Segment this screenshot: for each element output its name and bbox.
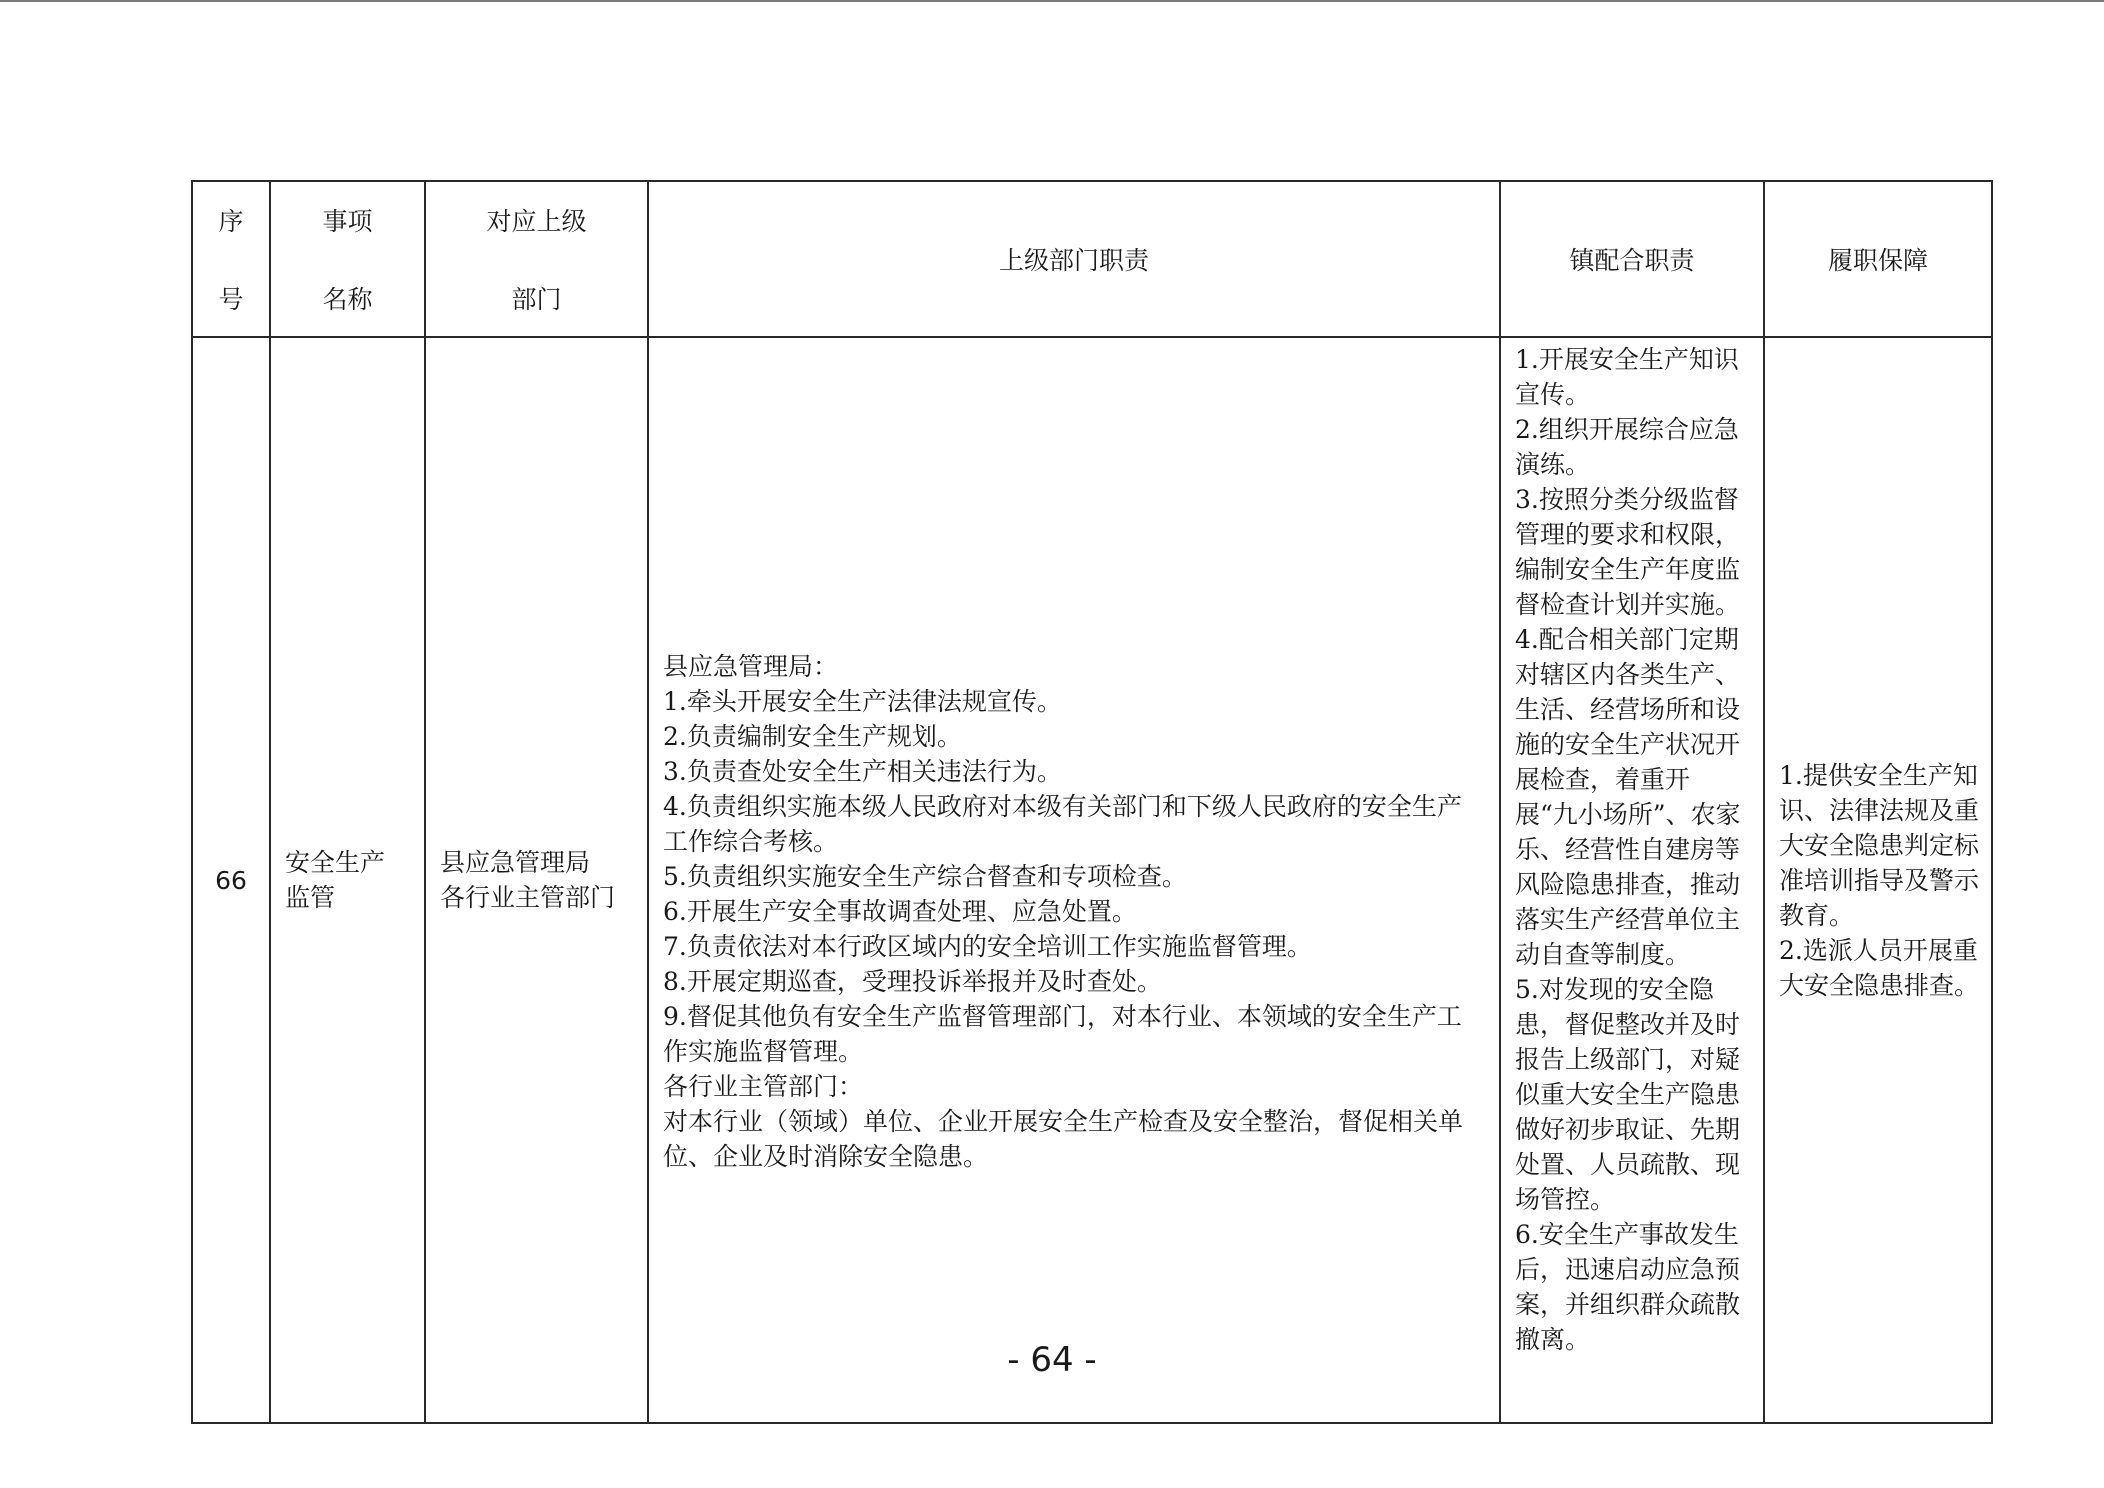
duty-table [191, 180, 1993, 1424]
page-top-rule [0, 0, 2104, 2]
header-superior-duties: 上级部门职责 [648, 181, 1500, 337]
header-seq-line-2: 号 [218, 285, 244, 314]
row-seq-value: 66 [215, 865, 247, 895]
row-superior-dept-line-2: 各行业主管部门 [440, 883, 616, 912]
superior-duty-item: 1.牵头开展安全生产法律法规宣传。 [663, 686, 1062, 716]
town-duty-item: 2.组织开展综合应急演练。 [1515, 415, 1739, 479]
guarantee-item: 1.提供安全生产知识、法律法规及重大安全隐患判定标准培训指导及警示教育。 [1779, 760, 1980, 930]
superior-duty-item: 对本行业（领域）单位、企业开展安全生产检查及安全整治，督促相关单位、企业及时消除安全隐患。 [663, 1106, 1464, 1171]
header-item-name-line-1: 事项 [322, 207, 373, 236]
row-superior-duties [648, 337, 1500, 1423]
town-duty-item: 5.对发现的安全隐患，督促整改并及时报告上级部门，对疑似重大安全生产隐患做好初步取证、先期处置、人员疏散、现场管控。 [1515, 975, 1741, 1214]
superior-duty-item: 各行业主管部门： [663, 1071, 864, 1101]
header-item-name-line-2: 名称 [322, 285, 373, 314]
header-row [192, 181, 1992, 337]
row-guarantee [1764, 337, 1992, 1423]
header-superior-dept-line-1: 对应上级 [486, 207, 587, 236]
row-seq [192, 337, 270, 1423]
table-row [192, 337, 1992, 1423]
row-superior-dept-line-1: 县应急管理局 [440, 848, 591, 877]
superior-duty-item: 5.负责组织实施安全生产综合督查和专项检查。 [663, 861, 1187, 891]
header-superior-dept-line-2: 部门 [511, 285, 562, 314]
town-duty-item: 6.安全生产事故发生后，迅速启动应急预案，并组织群众疏散撤离。 [1515, 1220, 1741, 1354]
header-guarantee: 履职保障 [1764, 181, 1992, 337]
superior-duty-item: 7.负责依法对本行政区域内的安全培训工作实施监督管理。 [663, 931, 1312, 961]
town-duty-item: 1.开展安全生产知识宣传。 [1515, 345, 1739, 409]
row-item-name-line-2: 监管 [285, 883, 336, 912]
row-item-name [270, 337, 425, 1423]
town-duty-item: 3.按照分类分级监督管理的要求和权限，编制安全生产年度监督检查计划并实施。 [1515, 485, 1741, 619]
row-item-name-line-1: 安全生产 [285, 848, 386, 877]
header-seq-line-1: 序 [218, 207, 244, 236]
header-superior-dept [425, 181, 648, 337]
row-superior-dept [425, 337, 648, 1423]
superior-duty-item: 3.负责查处安全生产相关违法行为。 [663, 756, 1062, 786]
header-seq [192, 181, 270, 337]
superior-duty-item: 4.负责组织实施本级人民政府对本级有关部门和下级人民政府的安全生产工作综合考核。 [663, 791, 1462, 856]
header-item-name [270, 181, 425, 337]
page-number: - 64 - [1007, 1340, 1097, 1380]
row-town-duties [1500, 337, 1764, 1423]
town-duty-item: 4.配合相关部门定期对辖区内各类生产、生活、经营场所和设施的安全生产状况开展检查，着重开展“九小场所”、农家乐、经营性自建房等风险隐患排查，推动落实生产经营单位主动自查等制度。 [1515, 625, 1741, 969]
superior-duty-item: 2.负责编制安全生产规划。 [663, 721, 962, 751]
header-town-duties: 镇配合职责 [1500, 181, 1764, 337]
superior-duty-item: 6.开展生产安全事故调查处理、应急处置。 [663, 896, 1137, 926]
superior-duty-item: 县应急管理局： [663, 651, 839, 681]
guarantee-item: 2.选派人员开展重大安全隐患排查。 [1779, 935, 1980, 1000]
superior-duty-item: 9.督促其他负有安全生产监督管理部门，对本行业、本领域的安全生产工作实施监督管理。 [663, 1001, 1462, 1066]
superior-duty-item: 8.开展定期巡查，受理投诉举报并及时查处。 [663, 966, 1162, 996]
